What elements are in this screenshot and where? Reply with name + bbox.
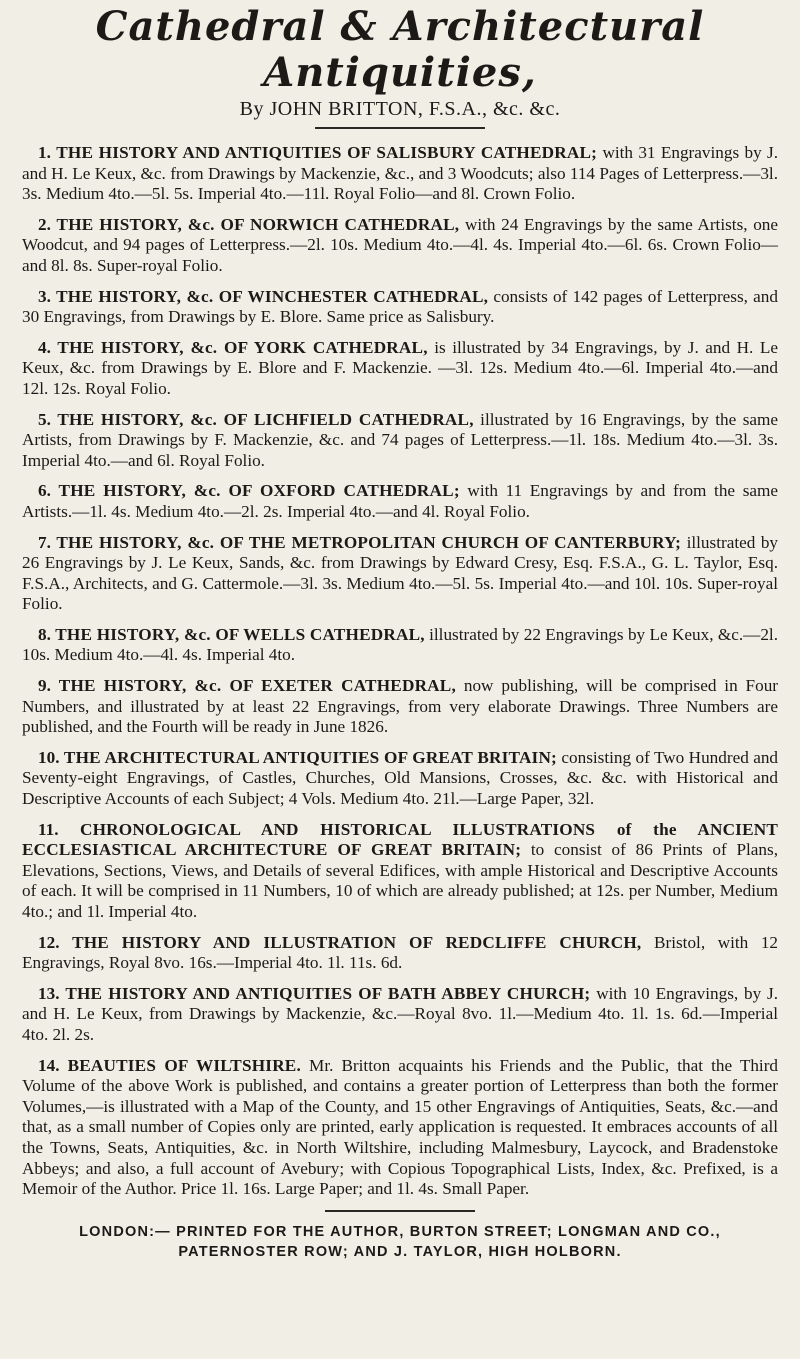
list-item: 6. THE HISTORY, &c. OF OXFORD CATHEDRAL; with 11 Engravings by and from the same Artists.—1l. 4s. Medium 4to.—2l. 2s. Imperial 4to.—and 4l. Royal Folio. (22, 481, 779, 521)
list-item: 11. CHRONOLOGICAL AND HISTORICAL ILLUSTRATIONS of the ANCIENT ECCLESIASTICAL ARCHITECTURE OF GREAT BRITAIN; to consist of 86 Prints of Plans, Elevations, Sections, Views, and Details of several Edifices, with ample Historical and Descriptive Accounts of each. It will be comprised in 11 Numbers, 10 of which are already published; at 12s. per Number, Medium 4to.; and 1l. Imperial 4to. (22, 819, 779, 921)
list-item: 3. THE HISTORY, &c. OF WINCHESTER CATHEDRAL, consists of 142 pages of Letterpress, and 30 Engravings, from Drawings by E. Blore. Same price as Salisbury. (22, 286, 778, 327)
list-item: 1. THE HISTORY AND ANTIQUITIES OF SALISBURY CATHEDRAL; with 31 Engravings by J. and H. Le Keux, &c. from Drawings by Mackenzie, &c., and 3 Woodcuts; also 114 Pages of Letterpress.—3l. 3s. Medium 4to.—5l. 5s. Imperial 4to.—11l. Royal Folio—and 8l. Crown Folio. (22, 143, 778, 204)
top-divider (315, 127, 485, 129)
imprint-line-2: PATERNOSTER ROW; AND J. TAYLOR, HIGH HOLBORN. (178, 1243, 622, 1260)
author-byline: By JOHN BRITTON, F.S.A., &c. &c. (239, 98, 561, 120)
imprint-footer (22, 1222, 778, 1262)
list-item: 12. THE HISTORY AND ILLUSTRATION OF REDCLIFFE CHURCH, Bristol, with 12 Engravings, Royal 8vo. 16s.—Imperial 4to. 1l. 11s. 6d. (22, 932, 779, 973)
list-item: 8. THE HISTORY, &c. OF WELLS CATHEDRAL, illustrated by 22 Engravings by Le Keux, &c.—2l. 10s. Medium 4to.—4l. 4s. Imperial 4to. (22, 624, 779, 665)
bottom-divider (325, 1210, 475, 1212)
list-item: 7. THE HISTORY, &c. OF THE METROPOLITAN CHURCH OF CANTERBURY; illustrated by 26 Engravings by J. Le Keux, Sands, &c. from Drawings by Edward Cresy, Esq. F.S.A., G. L. Taylor, Esq. F.S.A., Architects, and G. Cattermole.—3l. 3s. Medium 4to.—5l. 5s. Imperial 4to.—and 10l. 10s. Super-royal Folio. (22, 532, 779, 614)
list-item: 2. THE HISTORY, &c. OF NORWICH CATHEDRAL, with 24 Engravings by the same Artists, one Woodcut, and 94 pages of Letterpress.—2l. 10s. Medium 4to.—4l. 4s. Imperial 4to.—6l. 6s. Crown Folio—and 8l. 8s. Super-royal Folio. (22, 214, 779, 275)
list-item: 9. THE HISTORY, &c. OF EXETER CATHEDRAL, now publishing, will be comprised in Four Numbers, and illustrated by at least 22 Engravings, from very elaborate Drawings. Three Numbers are published, and the Fourth will be ready in June 1826. (22, 676, 779, 737)
list-item: 10. THE ARCHITECTURAL ANTIQUITIES OF GREAT BRITAIN; consisting of Two Hundred and Seventy-eight Engravings, of Castles, Churches, Old Mansions, Crosses, &c. &c. with Historical and Descriptive Accounts of each Subject; 4 Vols. Medium 4to. 21l.—Large Paper, 32l. (22, 747, 779, 809)
list-item: 14. BEAUTIES OF WILTSHIRE. Mr. Britton acquaints his Friends and the Public, that the Third Volume of the above Work is published, and contains a greater portion of Letterpress than both the former Volumes,—is illustrated with a Map of the County, and 15 other Engravings of Antiquities, Seats, &c.—and that, as a small number of Copies only are printed, early application is requested. It embraces accounts of all the Towns, Seats, Antiquities, &c. in North Wiltshire, including Malmesbury, Laycock, and Bradenstoke Abbeys; and also, a full account of Avebury; with Copious Topographical Lists, Index, &c. Prefixed, is a Memoir of the Author. Price 1l. 16s. Large Paper; and 1l. 4s. Small Paper. (22, 1055, 779, 1199)
imprint-line-1: LONDON:— PRINTED FOR THE AUTHOR, BURTON STREET; LONGMAN AND CO., (79, 1223, 721, 1240)
list-item: 13. THE HISTORY AND ANTIQUITIES OF BATH ABBEY CHURCH; with 10 Engravings, by J. and H. Le Keux, from Drawings by Mackenzie, &c.—Royal 8vo. 1l.—Medium 4to. 1l. 1s. 6d.—Imperial 4to. 2l. 2s. (22, 983, 779, 1044)
list-item: 4. THE HISTORY, &c. OF YORK CATHEDRAL, is illustrated by 34 Engravings, by J. and H. Le Keux, &c. from Drawings by E. Blore and F. Mackenzie. —3l. 12s. Medium 4to.—6l. Imperial 4to.—and 12l. 12s. Royal Folio. (22, 337, 778, 398)
list-item: 5. THE HISTORY, &c. OF LICHFIELD CATHEDRAL, illustrated by 16 Engravings, by the same Artists, from Drawings by F. Mackenzie, &c. and 74 pages of Letterpress.—1l. 18s. Medium 4to.—3l. 3s. Imperial 4to.—and 6l. Royal Folio. (22, 409, 779, 470)
page-heading: Cathedral & Architectural Antiquities, (95, 3, 705, 96)
entry-list (22, 143, 778, 1200)
